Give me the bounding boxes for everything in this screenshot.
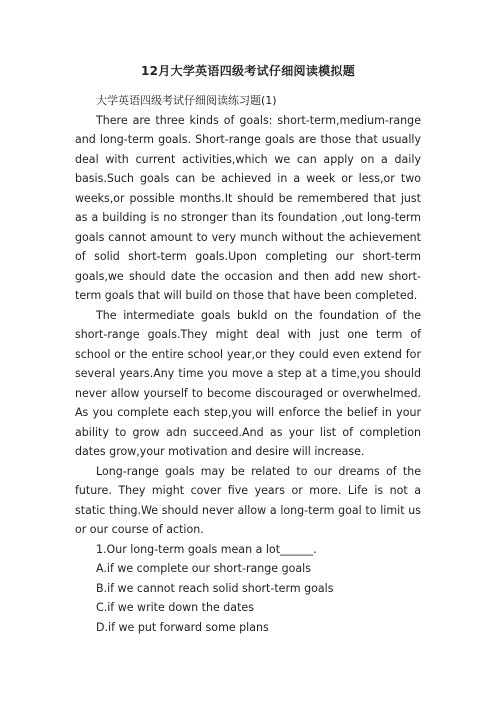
- paragraph: The intermediate goals bukld on the foundation of the short-range goals.They might deal with just one term of school or the entire school year,or they could even extend for several years.Any time you move a step at a time,you should never allow yourself to become discouraged or overwhelmed. As you complete each step,you will enforce the belief in your ability to grow adn succeed.And as your list of completion dates grow,your motivation and desire will increase.: [75, 308, 421, 458]
- answer-option-d: D.if we put forward some plans: [96, 620, 269, 634]
- answer-option-b: B.if we cannot reach solid short-term goals: [96, 581, 334, 595]
- document-title: 12月大学英语四级考试仔细阅读模拟题: [140, 64, 356, 78]
- paragraph: There are three kinds of goals: short-term,medium-range and long-term goals. Short-range goals are those that usually deal with current activities,which we can apply on a daily basis.Such goals can be achieved in a week or less,or two weeks,or possible months.It should be remembered that just as a building is no stronger than its foundation ,out long-term goals cannot amount to very munch without the achievement of solid short-term goals.Upon completing our short-term goals,we should date the occasion and then add new short-term goals that will build on those that have been completed.: [75, 113, 421, 302]
- question-stem: 1.Our long-term goals mean a lot______.: [96, 542, 317, 556]
- answer-option-a: A.if we complete our short-range goals: [96, 562, 311, 575]
- paragraph: Long-range goals may be related to our dreams of the future. They might cover five years or more. Life is not a static thing.We should never allow a long-term goal to limit us or our course of action.: [75, 464, 421, 536]
- document-subtitle: 大学英语四级考试仔细阅读练习题(1): [96, 94, 277, 107]
- answer-option-c: C.if we write down the dates: [96, 601, 254, 614]
